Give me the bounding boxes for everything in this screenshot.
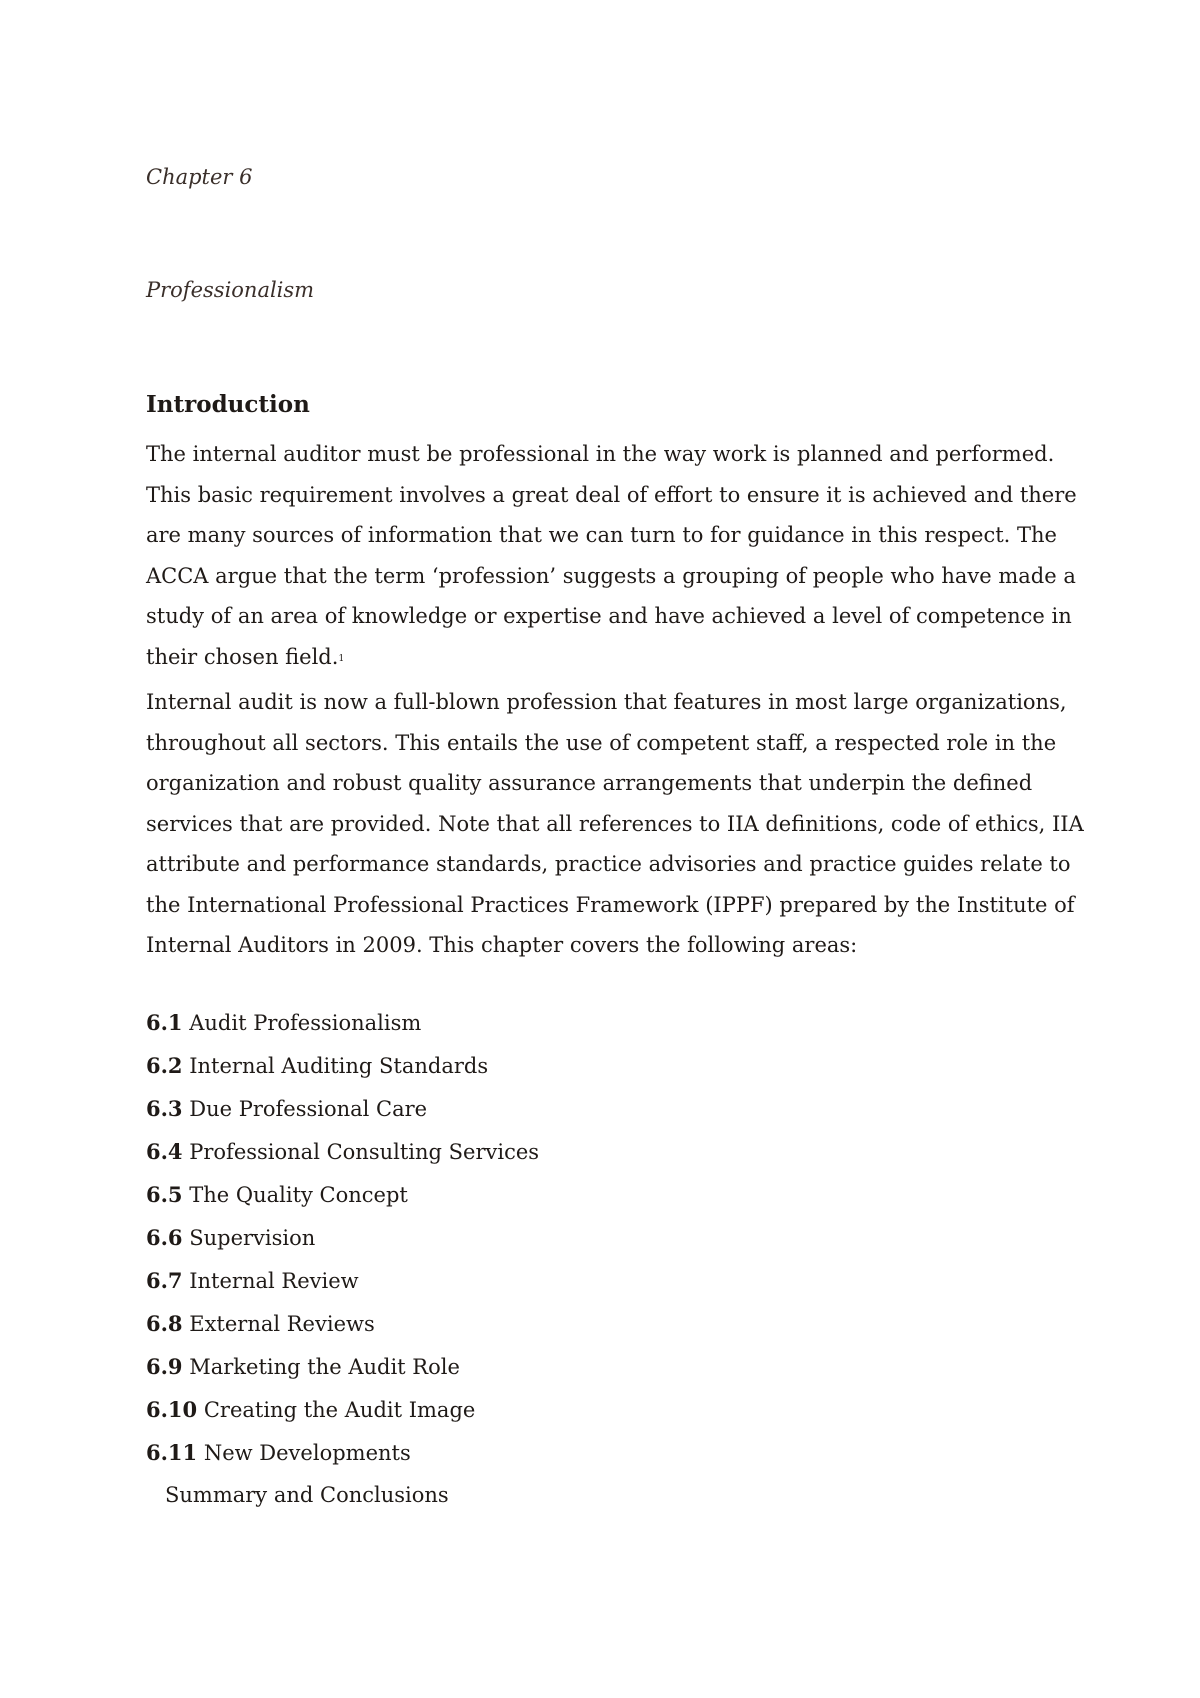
toc-item-title: Audit Professionalism (189, 1011, 422, 1035)
section-heading-introduction: Introduction (146, 391, 310, 418)
toc-item-title: Professional Consulting Services (189, 1140, 540, 1164)
toc-item-title: Due Professional Care (189, 1097, 428, 1121)
toc-item-title: Marketing the Audit Role (189, 1355, 460, 1379)
toc-item-number: 6.3 (146, 1096, 183, 1121)
chapter-title: Professionalism (146, 278, 315, 302)
toc-item-title: Creating the Audit Image (203, 1398, 476, 1422)
toc-item-summary: Summary and Conclusions (165, 1483, 449, 1507)
toc-item-number: 6.9 (146, 1354, 183, 1379)
introduction-body (146, 434, 1086, 966)
toc-item-number: 6.5 (146, 1182, 183, 1207)
toc-item (146, 1044, 539, 1087)
toc-item-number: 6.6 (146, 1225, 183, 1250)
toc-item-title: The Quality Concept (189, 1183, 408, 1207)
toc-item (146, 1087, 539, 1130)
toc-item (146, 1130, 539, 1173)
toc-item-number: 6.2 (146, 1053, 183, 1078)
intro-paragraph-2: Internal audit is now a full-blown profession that features in most large organizations, throughout all sectors. This entails the use of competent staff, a respected role in the organization and robust quality assurance arrangements that underpin the defined services that are provided. Note that all references to IIA definitions, code of ethics, IIA attribute and performance standards, practice advisories and practice guides relate to the International Professional Practices Framework (IPPF) prepared by the Institute of Internal Auditors in 2009. This chapter covers the following areas: (146, 690, 1084, 957)
toc-item-title: Internal Auditing Standards (189, 1054, 489, 1078)
toc-item-number: 6.8 (146, 1311, 183, 1336)
toc-item-title: New Developments (203, 1441, 411, 1465)
toc-item-title: Supervision (189, 1226, 316, 1250)
toc-item-number: 6.7 (146, 1268, 183, 1293)
toc-item (146, 1388, 539, 1431)
toc-item-number: 6.4 (146, 1139, 183, 1164)
toc-item (146, 1345, 539, 1388)
toc-item (146, 1173, 539, 1216)
toc-item-title: External Reviews (189, 1312, 375, 1336)
toc-item (146, 1302, 539, 1345)
footnote-marker[interactable]: 1 (338, 653, 345, 664)
toc-item (146, 1001, 539, 1044)
intro-paragraph-1 (146, 434, 1086, 682)
intro-paragraph-1-text: The internal auditor must be professional in the way work is planned and performed. This basic requirement involves a great deal of effort to ensure it is achieved and there are many sources of information that we can turn to for guidance in this respect. The ACCA argue that the term ‘profession’ suggests a grouping of people who have made a study of an area of knowledge or expertise and have achieved a level of competence in their chosen field. (146, 442, 1077, 669)
toc-item (146, 1216, 539, 1259)
toc-item (146, 1431, 539, 1474)
toc-item-title: Internal Review (189, 1269, 359, 1293)
chapter-number: Chapter 6 (146, 165, 253, 189)
toc-item-number: 6.11 (146, 1440, 198, 1465)
toc-item (146, 1259, 539, 1302)
toc-item-number: 6.10 (146, 1397, 198, 1422)
toc-item-number: 6.1 (146, 1010, 183, 1035)
chapter-contents-list (146, 1001, 539, 1517)
